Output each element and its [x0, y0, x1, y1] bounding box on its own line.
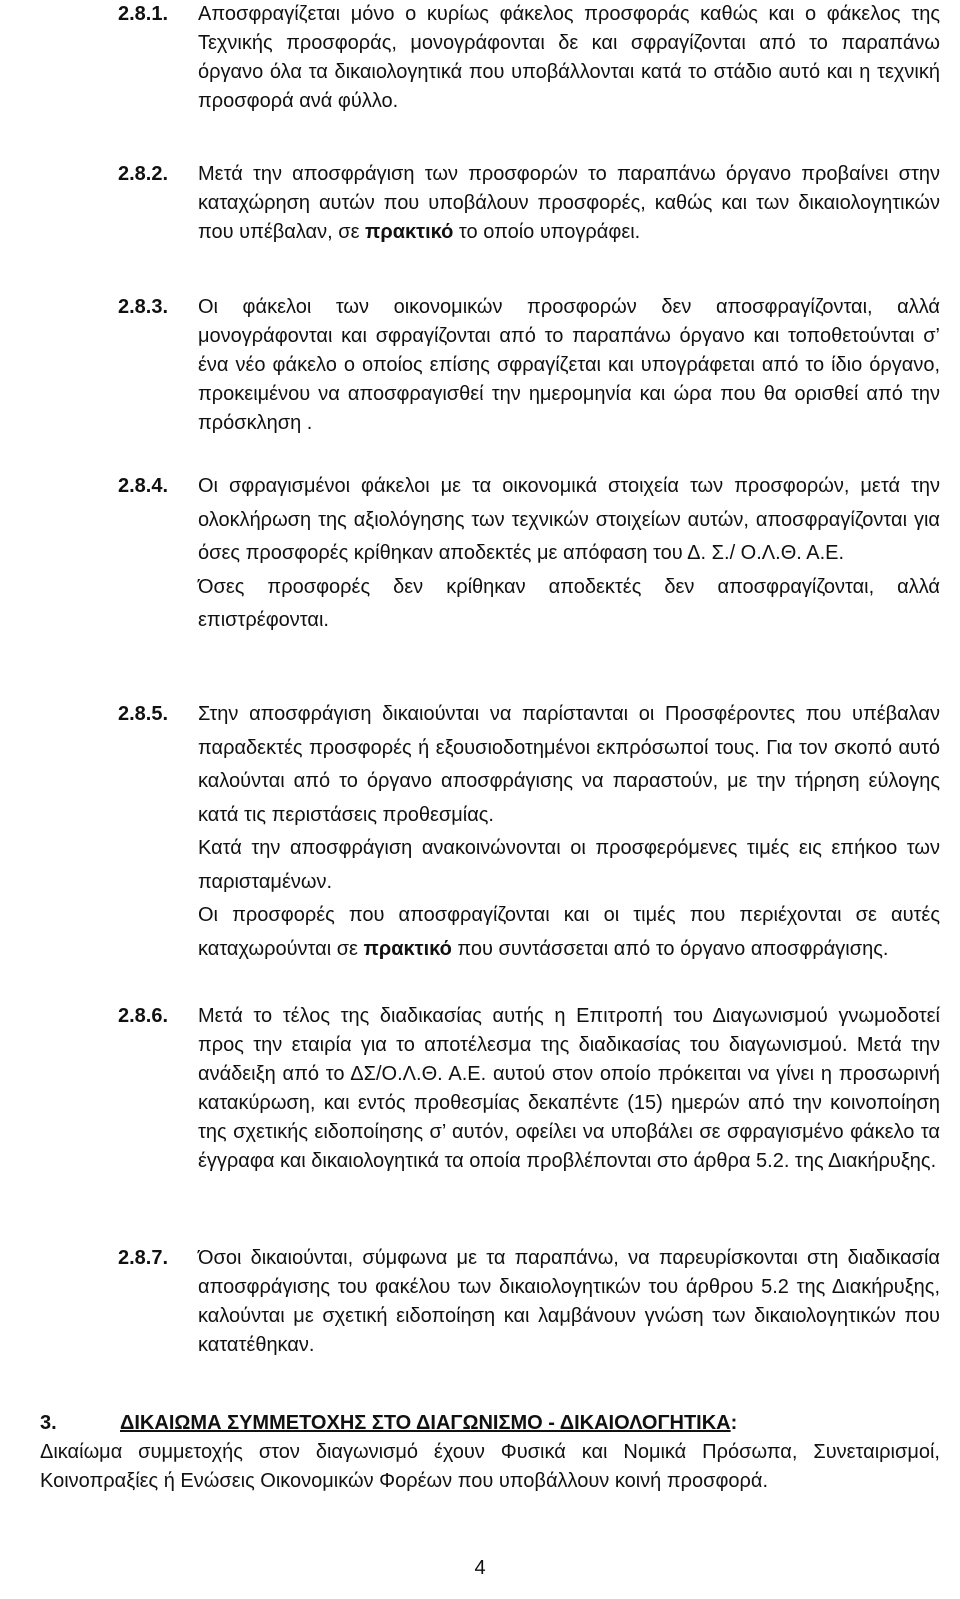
section-body: Δικαίωμα συμμετοχής στον διαγωνισμό έχουν Φυσικά και Νομικά Πρόσωπα, Συνεταιρισμοί, Κοινοπραξίες ή Ενώσεις Οικονομικών Φορέων που υποβάλλουν κοινή προσφορά.	[40, 1441, 940, 1492]
clause-2-8-7	[118, 1244, 940, 1360]
clause-paragraph	[198, 1002, 940, 1176]
paragraph-text: που συντάσσεται από το όργανο αποσφράγισης.	[451, 937, 889, 960]
page-number: 4	[474, 1557, 486, 1579]
paragraph-text: Όσες προσφορές δεν κρίθηκαν αποδεκτές δεν αποσφραγίζονται, αλλά επιστρέφονται.	[198, 575, 940, 631]
clause-body	[198, 160, 940, 247]
clause-paragraph	[198, 698, 940, 832]
clause-body	[198, 1002, 940, 1176]
clause-body	[198, 470, 940, 638]
clause-paragraph	[198, 0, 940, 116]
clause-paragraph	[198, 832, 940, 899]
section-number: 3.	[40, 1412, 57, 1434]
clause-paragraph	[198, 571, 940, 638]
clause-paragraph	[198, 293, 940, 438]
clause-2-8-2	[118, 160, 940, 247]
clause-body	[198, 698, 940, 966]
paragraph-text: Οι σφραγισμένοι φάκελοι με τα οικονομικά στοιχεία των προσφορών, μετά την ολοκλήρωση της αξιολόγησης των τεχνικών στοιχείων αυτών, αποσφραγίζονται για όσες προσφορές κρίθηκαν αποδεκτές με απόφαση του Δ. Σ./ Ο.Λ.Θ. Α.Ε.	[198, 475, 940, 564]
paragraph-text: Κατά την αποσφράγιση ανακοινώνονται οι προσφερόμενες τιμές εις επήκοο των παρισταμένων.	[198, 837, 940, 893]
clause-2-8-6	[118, 1002, 940, 1176]
clause-paragraph	[198, 160, 940, 247]
clause-number: 2.8.2.	[118, 163, 169, 185]
clause-number: 2.8.7.	[118, 1247, 169, 1269]
clause-2-8-3	[118, 293, 940, 438]
clause-2-8-5	[118, 698, 940, 966]
paragraph-text: Αποσφραγίζεται μόνο ο κυρίως φάκελος προσφοράς καθώς και ο φάκελος της Τεχνικής προσφοράς, μονογράφονται δε και σφραγίζονται από το παραπάνω όργανο όλα τα δικαιολογητικά που υποβάλλονται κατά το στάδιο αυτό και η τεχνική προσφορά ανά φύλλο.	[198, 3, 940, 112]
paragraph-text: Μετά το τέλος της διαδικασίας αυτής η Επιτροπή του Διαγωνισμού γνωμοδοτεί προς την εταιρία για το αποτέλεσμα της διαδικασίας του διαγωνισμού. Μετά την ανάδειξη από το ΔΣ/Ο.Λ.Θ. Α.Ε. αυτού στον οποίο πρόκειται να γίνει η προσωρινή κατακύρωση, και εντός προθεσμίας δεκαπέντε (15) ημερών από την κοινοποίηση της σχετικής ειδοποίησης σ’ αυτόν, οφείλει να υποβάλει σε σφραγισμένο φάκελο τα έγγραφα και δικαιολογητικά τα οποία προβλέπονται στο άρθρα 5.2. της Διακήρυξης.	[198, 1005, 940, 1172]
clause-body	[198, 1244, 940, 1360]
paragraph-text: το οποίο υπογράφει.	[453, 221, 641, 243]
paragraph-text: Οι προσφορές που αποσφραγίζονται και οι τιμές που περιέχονται σε αυτές καταχωρούνται σε	[198, 904, 940, 960]
clause-paragraph	[198, 470, 940, 571]
section-heading	[40, 1409, 940, 1438]
section-title-suffix: :	[730, 1412, 738, 1434]
clause-body	[198, 0, 940, 116]
clause-2-8-1	[118, 0, 940, 116]
section-title-text: ΔΙΚΑΙΩΜΑ ΣΥΜΜΕΤΟΧΗΣ ΣΤΟ ΔΙΑΓΩΝΙΣΜΟ - ΔΙΚΑΙΟΛΟΓΗΤΙΚΑ	[120, 1412, 731, 1434]
clause-paragraph	[198, 1244, 940, 1360]
clause-number: 2.8.3.	[118, 296, 169, 318]
clause-number: 2.8.4.	[118, 475, 169, 497]
paragraph-text: Όσοι δικαιούνται, σύμφωνα με τα παραπάνω, να παρευρίσκονται στη διαδικασία αποσφράγισης του φακέλου των δικαιολογητικών του άρθρου 5.2 της Διακήρυξης, καλούνται με σχετική ειδοποίηση και λαμβάνουν γνώση των δικαιολογητικών που κατατέθηκαν.	[198, 1247, 940, 1356]
bold-term: πρακτικό	[363, 937, 452, 960]
section-title	[120, 1409, 737, 1438]
clause-2-8-4	[118, 470, 940, 638]
clause-number: 2.8.6.	[118, 1005, 169, 1027]
section-3	[40, 1409, 940, 1496]
clause-paragraph	[198, 899, 940, 966]
clause-number: 2.8.1.	[118, 3, 169, 25]
clause-number: 2.8.5.	[118, 703, 169, 725]
bold-term: πρακτικό	[365, 221, 454, 243]
paragraph-text: Οι φάκελοι των οικονομικών προσφορών δεν αποσφραγίζονται, αλλά μονογράφονται και σφραγίζονται από το παραπάνω όργανο και τοποθετούνται σ’ ένα νέο φάκελο ο οποίος επίσης σφραγίζεται και υπογράφεται από το ίδιο όργανο, προκειμένου να αποσφραγισθεί την ημερομηνία και ώρα που θα ορισθεί από την πρόσκληση .	[198, 296, 940, 434]
paragraph-text: Μετά την αποσφράγιση των προσφορών το παραπάνω όργανο προβαίνει στην καταχώρηση αυτών που υποβάλουν προσφορές, καθώς και των δικαιολογητικών που υπέβαλαν, σε	[198, 163, 940, 243]
clause-body	[198, 293, 940, 438]
paragraph-text: Στην αποσφράγιση δικαιούνται να παρίστανται οι Προσφέροντες που υπέβαλαν παραδεκτές προσφορές ή εξουσιοδοτημένοι εκπρόσωποί τους. Για τον σκοπό αυτό καλούνται από το όργανο αποσφράγισης να παραστούν, με την τήρηση εύλογης κατά τις περιστάσεις προθεσμίας.	[198, 703, 940, 826]
